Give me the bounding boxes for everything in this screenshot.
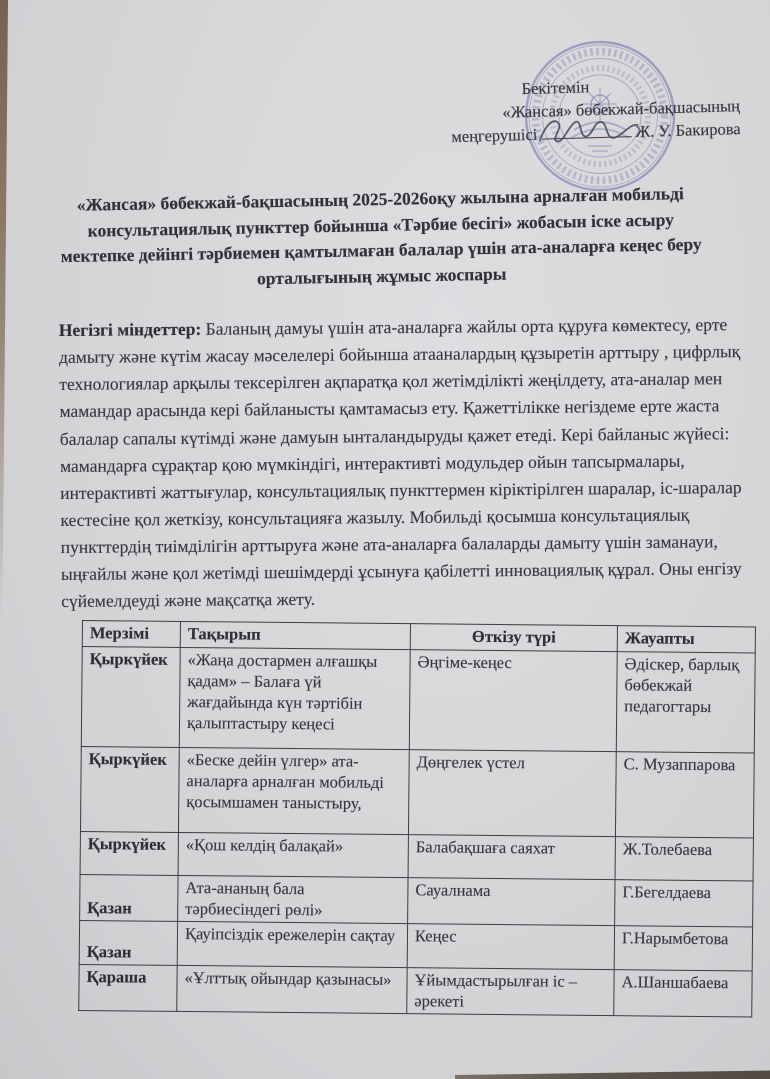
column-header-responsible: Жауапты	[617, 626, 755, 653]
work-plan-table	[78, 620, 756, 1017]
cell-topic: Қауіпсіздік ережелерін сақтау	[177, 921, 407, 967]
table-row	[79, 964, 752, 1016]
cell-format: Дөңгелек үстел	[408, 750, 616, 837]
cell-responsible: Ж.Толебаева	[615, 837, 753, 881]
cell-month: Қыркүйек	[80, 831, 178, 875]
cell-month: Қыркүйек	[81, 647, 180, 748]
cell-responsible: Әдіскер, барлық бөбекжай педагогтары	[616, 652, 755, 753]
cell-month: Қыркүйек	[80, 746, 179, 832]
cell-responsible: С. Музаппарова	[615, 752, 754, 838]
cell-topic: «Ұлттық ойындар қазынасы»	[177, 965, 407, 1013]
cell-topic: «Беске дейін үлгер» ата-аналарға арналған мобильді қосымшамен таныстыру,	[178, 747, 409, 834]
approval-word: Бекітемін	[521, 77, 590, 99]
cell-responsible: Г.Нарымбетова	[614, 926, 752, 971]
table-row	[80, 831, 753, 880]
photo-edge-left	[0, 0, 8, 620]
cell-topic: «Жаңа достармен алғашқы қадам» – Балаға үй жағдайында күн тәртібін қалыптастыру кеңесі	[179, 647, 410, 749]
table-row	[81, 647, 755, 753]
table-row	[80, 874, 753, 926]
column-header-topic: Тақырып	[180, 621, 410, 649]
cell-format: Балабақшаға саяхат	[408, 835, 615, 880]
cell-month: Қазан	[80, 874, 178, 921]
signature-icon	[541, 120, 631, 140]
approval-block	[387, 71, 741, 150]
cell-month: Қараша	[79, 964, 177, 1011]
cell-format: Кеңес	[407, 924, 614, 970]
objectives-paragraph	[59, 310, 752, 614]
cell-format: Ұйымдастырылған іс –әрекеті	[407, 968, 614, 1016]
table-row	[80, 746, 754, 837]
cell-responsible: Г.Бегелдаева	[615, 880, 753, 927]
cell-format: Сауалнама	[408, 878, 615, 926]
approval-role: меңгерушісі	[451, 124, 538, 147]
photo-edge-bottom-right	[455, 1069, 770, 1079]
table-row	[79, 920, 752, 970]
column-header-term: Мерзімі	[82, 621, 180, 648]
cell-responsible: А.Шаншабаева	[614, 970, 752, 1017]
objectives-lead: Негізгі міндеттер:	[58, 318, 202, 340]
approval-org: «Жансая» бөбекжай-бақшасының	[502, 96, 741, 122]
cell-format: Әңгіме-кеңес	[409, 650, 617, 752]
document-title: «Жансая» бөбекжай-бақшасының 2025-2026оқу жылына арналған мобильді консультациялық пункттер бойынша «Тәрбие бесігі» жобасын іске асыру мектепке дейінгі тәрбиемен қамтылмаған балалар үшін ата-аналарға кеңес беру орталығының жұмыс жоспары	[60, 183, 702, 289]
objectives-text: Баланың дамуы үшін ата-аналарға жайлы орта құруға көмектесу, ерте дамыту және күтім жасау мәселелері бойынша атааналардың құзыретін арттыру , цифрлық технологиялар арқылы тексерілген ақпаратқа қол жетімділікті жеңілдету, ата-аналар мен мамандар арасында кері байланысты қамтамасыз ету. Қажеттілікке негіздеме ерте жаста балалар сапалы күтімді және дамуын ынталандыруды қажет етеді. Кері байланыс жүйесі: мамандарға сұрақтар қою мүмкіндігі, интерактивті модульдер ойын тапсырмалары, интерактивті жаттығулар, консультациялық пункттермен кіріктірілген шаралар, іс-шаралар кестесіне қол жеткізу, консультацияға жазылу. Мобильді қосымша консультациялық пункттердің тиімділігін арттыруға және ата-аналарға балаларды дамыту үшін заманауи, ыңғайлы және қол жетімді шешімдерді ұсынуға қабілетті инновациялық құрал. Оны енгізу сүйемелдеуді және мақсатқа жету.	[58, 313, 742, 611]
cell-month: Қазан	[79, 920, 177, 965]
cell-topic: «Қош келдің балақай»	[178, 832, 408, 877]
approval-signatory-name: Ж. У. Бакирова	[635, 119, 741, 142]
cell-topic: Ата-ананың бала тәрбиесіндегі рөлі»	[178, 875, 408, 923]
column-header-format: Өткізу түрі	[410, 624, 617, 652]
